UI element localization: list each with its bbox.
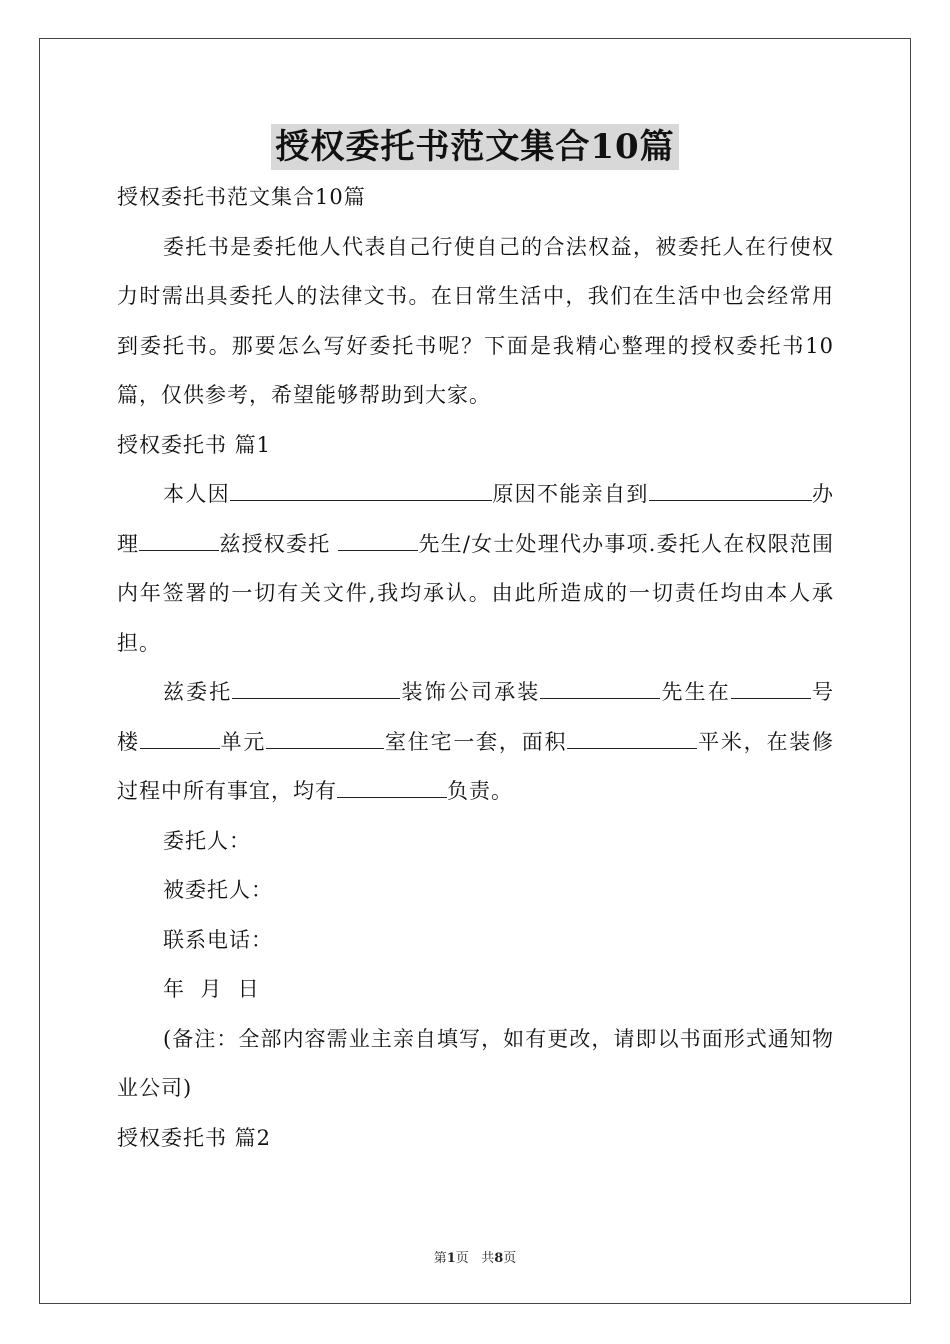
text-fragment: 办理	[117, 482, 835, 556]
total-pages-number: 8	[494, 1251, 504, 1266]
note-paragraph: (备注：全部内容需业主亲自填写，如有更改，请即以书面形式通知物业公司)	[117, 1026, 834, 1100]
fill-blank-responsible	[337, 778, 447, 798]
phone-label: 联系电话：	[163, 927, 273, 952]
section-heading-1: 授权委托书 篇1	[117, 432, 272, 457]
page-suffix: 页	[503, 1251, 517, 1266]
section-heading-2: 授权委托书 篇2	[117, 1125, 272, 1150]
current-page-number: 1	[446, 1251, 456, 1266]
fill-blank-area	[567, 729, 697, 749]
text-fragment: 装饰公司承装	[400, 680, 541, 704]
agent-label: 被委托人：	[163, 878, 273, 902]
fill-blank-reason	[230, 481, 492, 501]
authorization-paragraph	[117, 470, 834, 668]
text-fragment: 兹授权委托	[219, 531, 339, 556]
date-label: 年 月 日	[163, 977, 260, 1001]
text-fragment: 号楼	[117, 680, 835, 754]
document-subtitle: 授权委托书范文集合10篇	[117, 185, 366, 209]
text-fragment: 先生在	[660, 680, 731, 704]
intro-paragraph: 委托书是委托他人代表自己行使自己的合法权益，被委托人在行使权力时需出具委托人的法律文书。在日常生活中，我们在生活中也会经常用到委托书。那要怎么写好委托书呢？下面是我精心整理的授权委托书10篇，仅供参考，希望能够帮助到大家。	[117, 234, 834, 407]
text-fragment: 原因不能亲自到	[492, 482, 649, 506]
fill-blank-unit	[140, 729, 220, 749]
document-body	[117, 173, 834, 1163]
page-footer	[0, 1247, 950, 1266]
text-fragment: 单元	[219, 729, 267, 754]
text-fragment: 负责。	[447, 779, 513, 803]
client-label: 委托人：	[163, 828, 251, 853]
text-fragment: 本人因	[163, 482, 230, 506]
fill-blank-agent-name	[338, 531, 418, 551]
text-fragment: 平米，在装修过程中所有事宜，均有	[117, 729, 835, 803]
fill-blank-matter	[139, 531, 219, 551]
fill-blank-company	[232, 679, 400, 699]
fill-blank-contractor	[540, 679, 660, 699]
text-fragment: 室住宅一套，面积	[384, 729, 568, 754]
document-title: 授权委托书范文集合10篇	[271, 124, 678, 170]
text-fragment: 先生/女士处理代办事项.委托人在权限范围内年签署的一切有关文件,我均承认。由此所造成的一切责任均由本人承担。	[117, 531, 835, 655]
page-mid: 页 共	[455, 1251, 495, 1266]
decoration-paragraph	[117, 668, 834, 817]
title-wrapper	[0, 124, 950, 170]
text-fragment: 兹委托	[163, 680, 233, 704]
fill-blank-room	[266, 729, 384, 749]
fill-blank-place	[649, 481, 812, 501]
page-prefix: 第	[433, 1251, 447, 1266]
fill-blank-building	[731, 679, 811, 699]
